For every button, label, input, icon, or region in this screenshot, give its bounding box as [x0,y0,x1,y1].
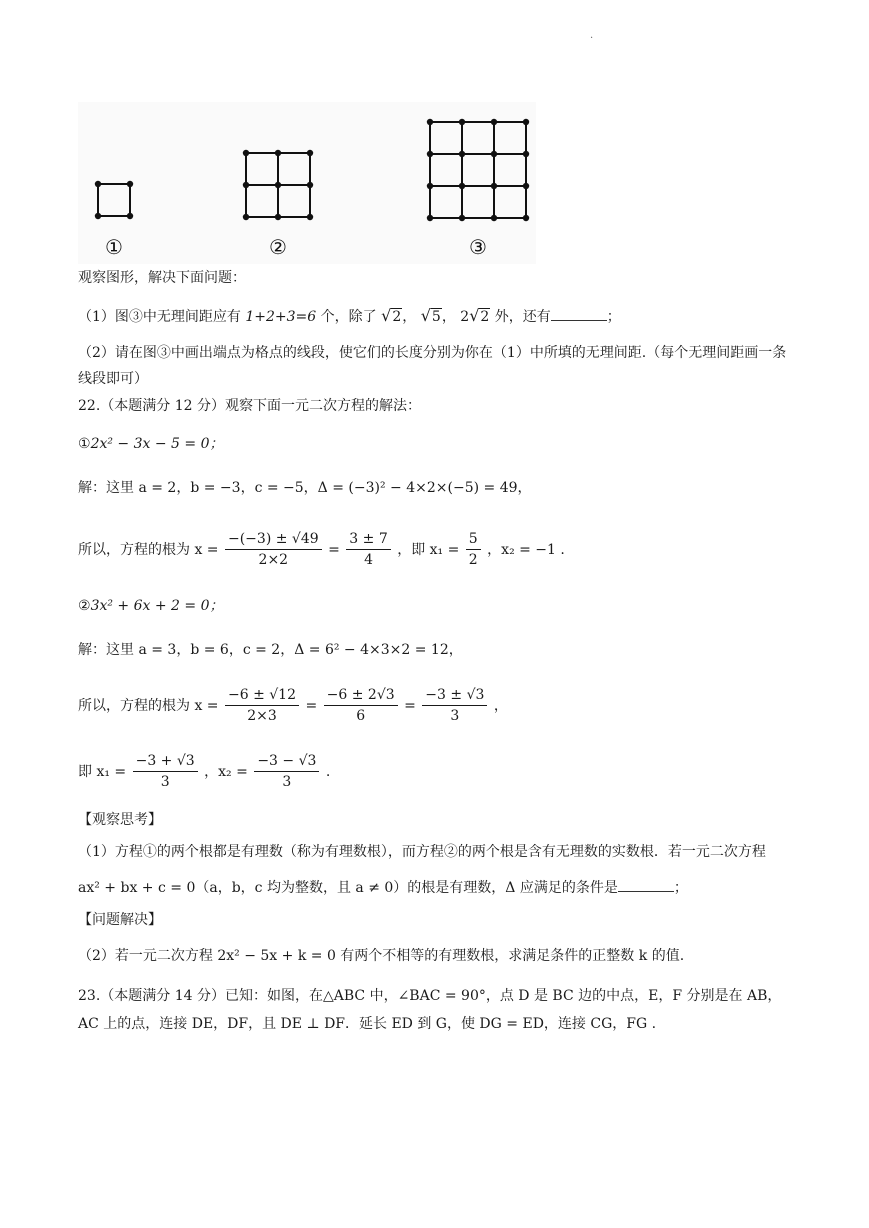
sol1-end: ，x₂ = −1 . [487,541,565,558]
q21-root-coef: 2 [460,309,470,325]
sol2-prefix: 所以，方程的根为 x = [78,697,219,714]
sol2c-mid: ，x₂ = [204,763,248,780]
think-part1 [78,834,790,906]
q21-part2: （2）请在图③中画出端点为格点的线段，使它们的长度分别为你在（1）中所填的无理间距.（每个无理间距画一条线段即可） [78,345,787,387]
q21-part1: （1）图③中无理间距应有 1+2+3=6 个，除了 √2， √5， 2√2 外，还有 ； [78,306,621,325]
page-mark: . [590,30,594,41]
lattice-svg [78,102,536,264]
sol2-end: ， [493,697,508,714]
think-p1-end: ； [673,880,688,896]
eq1-text: 2x² − 3x − 5 = 0； [90,436,224,452]
sol2-frac-3: $\frac{-3 \pm √3}{3}$ [422,686,487,725]
figure-label-2: ② [269,235,287,259]
q23-text: 23.（本题满分 14 分）已知：如图，在△ABC 中，∠BAC = 90°，点 D 是 BC 边的中点，E，F 分别是在 AB，AC 上的点，连接 DE，DF，且 DE ⊥ DF．延长 ED 到 G，使 DG = ED，连接 CG，FG . [78,988,782,1032]
sol2c-prefix: 即 x₁ = [78,763,127,780]
q21-root-2b: √2 [469,306,490,325]
q22-sol1-a: 解：这里 a = 2，b = −3，c = −5，Δ = (−3)² − 4×2×(−5) = 49， [78,480,532,496]
grid-3 [430,122,526,218]
figure-label-3: ③ [469,235,487,259]
answer-blank-2[interactable] [618,879,674,892]
q22-eq2 [78,596,224,616]
sol2-frac-2: $\frac{-6 \pm 2√3}{6}$ [324,686,398,725]
q22-sol2-b: 所以，方程的根为 x = $\frac{-6 \pm √12}{2\times 3}$ = $\frac{-6 \pm 2√3}{6}$ = $\frac{-3 \pm √3}{3}$ ， [78,687,508,724]
grid-3-points [427,119,529,221]
eq1-label: ① [78,436,91,452]
eq2-text: 3x² + 6x + 2 = 0； [90,598,224,614]
q22-eq1 [78,434,224,454]
q21-p1-suffix: 外，还有 [494,309,551,325]
q21-root-5: √5 [420,306,441,325]
think-p1-text: （1）方程①的两个根都是有理数（称为有理数根），而方程②的两个根是含有无理数的实数根．若一元二次方程 ax² + bx + c = 0（a，b，c 均为整数，且 a ≠ 0）的根是有理数，Δ 应满足的条件是 [78,844,766,896]
lattice-figure [78,102,536,264]
sol1-prefix: 所以，方程的根为 x = [78,541,219,558]
q21-p1-expr: 1+2+3=6 [245,309,317,325]
sol1-frac-2: $\frac{3 \pm 7}{4}$ [346,530,390,569]
solve-heading: 【问题解决】 [78,912,162,928]
sol2c-frac-x2: $\frac{-3 - √3}{3}$ [254,752,319,791]
q22-sol1-b: 所以，方程的根为 x = $\frac{-(-3) \pm √49}{2\times 2}$ = $\frac{3 \pm 7}{4}$ ，即 x₁ = $\frac{5}{2}$ ，x₂ = −1 . [78,531,565,568]
q22-head: 22.（本题满分 12 分）观察下面一元二次方程的解法： [78,398,421,414]
q21-p1-mid: 个，除了 [320,309,377,325]
sol2c-frac-x1: $\frac{-3 + √3}{3}$ [133,752,198,791]
q21-p1-prefix: （1）图③中无理间距应有 [78,309,241,325]
figure-label-1: ① [105,235,123,259]
q21-root-2: √2 [381,306,402,325]
think-heading: 【观察思考】 [78,812,162,828]
sol1-frac-x1: $\frac{5}{2}$ [466,530,481,569]
solve-part2: （2）若一元二次方程 2x² − 5x + k = 0 有两个不相等的有理数根，求满足条件的正整数 k 的值. [78,948,685,964]
grid-1-points [95,181,133,219]
eq2-label: ② [78,598,91,614]
sol1-frac-1: $\frac{-(-3) \pm √49}{2\times 2}$ [225,530,322,569]
sol2-frac-1: $\frac{-6 \pm √12}{2\times 3}$ [225,686,299,725]
q21-p1-end: ； [606,309,621,325]
answer-blank-1[interactable] [551,308,607,321]
sol2c-end: . [325,763,331,780]
sol1-mid: ，即 x₁ = [397,541,460,558]
grid-1 [98,184,130,216]
q22-sol2-a: 解：这里 a = 3，b = 6，c = 2，Δ = 6² − 4×3×2 = 12， [78,642,463,658]
q22-sol2-c [78,752,330,791]
q21-intro: 观察图形，解决下面问题： [78,270,246,286]
